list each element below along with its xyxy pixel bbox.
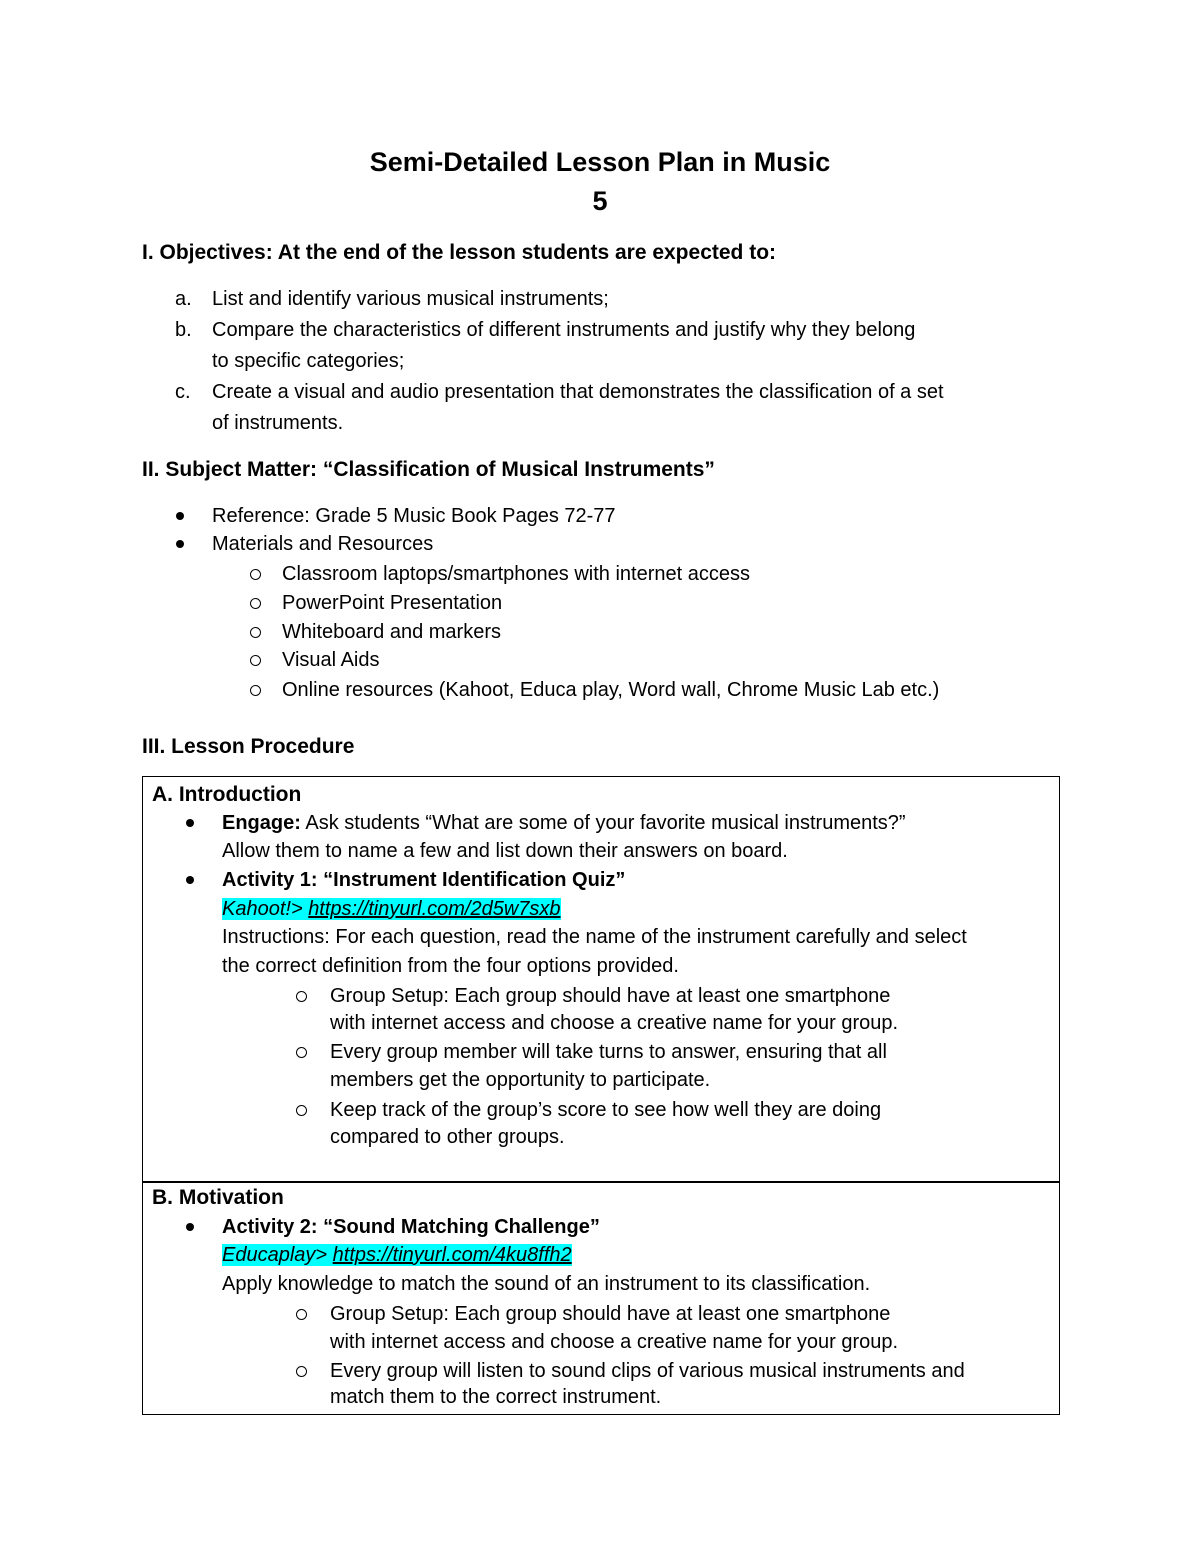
engage-label: Engage: <box>222 812 301 834</box>
motivation-heading: B. Motivation <box>152 1186 284 1209</box>
engage-text: Ask students “What are some of your favorite musical instruments?” <box>300 812 906 834</box>
material-item: Classroom laptops/smartphones with internet access <box>282 563 750 585</box>
bullet-icon <box>186 876 194 884</box>
page-title-grade: 5 <box>592 186 608 216</box>
educaplay-tool: Educaplay> https://tinyurl.com/4ku8ffh2 <box>222 1244 572 1266</box>
motivation-subitem: Group Setup: Each group should have at least one smartphone <box>330 1303 891 1325</box>
procedure-heading: III. Lesson Procedure <box>142 735 355 758</box>
kahoot-line <box>222 895 561 924</box>
introduction-heading: A. Introduction <box>152 783 302 806</box>
circle-bullet-icon <box>296 1366 307 1377</box>
circle-bullet-icon <box>296 1047 307 1058</box>
objective-marker: c. <box>175 381 191 403</box>
circle-bullet-icon <box>296 1309 307 1320</box>
circle-bullet-icon <box>250 685 261 696</box>
bullet-icon <box>176 512 184 520</box>
apply-line: Apply knowledge to match the sound of an instrument to its classification. <box>222 1273 871 1295</box>
page-title: Semi-Detailed Lesson Plan in Music <box>369 147 831 177</box>
material-item: Whiteboard and markers <box>282 621 501 643</box>
educaplay-line <box>222 1241 572 1270</box>
intro-subitem-cont: with internet access and choose a creative name for your group. <box>330 1012 899 1034</box>
circle-bullet-icon <box>250 627 261 638</box>
circle-bullet-icon <box>296 991 307 1002</box>
objective-item-cont: of instruments. <box>212 412 344 434</box>
circle-bullet-icon <box>250 655 261 666</box>
instructions-line-cont: the correct definition from the four options provided. <box>222 955 679 977</box>
objective-item: List and identify various musical instruments; <box>212 288 609 310</box>
circle-bullet-icon <box>250 598 261 609</box>
material-item: Online resources (Kahoot, Educa play, Word wall, Chrome Music Lab etc.) <box>282 679 940 701</box>
intro-subitem: Group Setup: Each group should have at least one smartphone <box>330 985 891 1007</box>
instructions-line: Instructions: For each question, read the name of the instrument carefully and select <box>222 926 967 948</box>
activity1-label: Activity 1: “Instrument Identification Quiz” <box>222 869 626 891</box>
objective-item-cont: to specific categories; <box>212 350 405 372</box>
engage-text-cont: Allow them to name a few and list down their answers on board. <box>222 840 788 862</box>
bullet-icon <box>186 819 194 827</box>
intro-subitem: Keep track of the group’s score to see how well they are doing <box>330 1099 882 1121</box>
objective-marker: b. <box>175 319 192 341</box>
motivation-subitem: Every group will listen to sound clips of various musical instruments and <box>330 1360 965 1382</box>
intro-subitem-cont: members get the opportunity to participate. <box>330 1069 711 1091</box>
bullet-icon <box>186 1223 194 1231</box>
materials-label: Materials and Resources <box>212 533 434 555</box>
motivation-subitem-cont: match them to the correct instrument. <box>330 1386 662 1408</box>
intro-subitem: Every group member will take turns to answer, ensuring that all <box>330 1041 887 1063</box>
activity2-label: Activity 2: “Sound Matching Challenge” <box>222 1216 600 1238</box>
kahoot-tool: Kahoot!> https://tinyurl.com/2d5w7sxb <box>222 898 561 920</box>
circle-bullet-icon <box>250 569 261 580</box>
material-item: PowerPoint Presentation <box>282 592 503 614</box>
objective-marker: a. <box>175 288 192 310</box>
motivation-subitem-cont: with internet access and choose a creative name for your group. <box>330 1331 899 1353</box>
kahoot-link[interactable]: https://tinyurl.com/2d5w7sxb <box>308 898 561 920</box>
educaplay-link[interactable]: https://tinyurl.com/4ku8ffh2 <box>332 1244 572 1266</box>
material-item: Visual Aids <box>282 649 380 671</box>
circle-bullet-icon <box>296 1105 307 1116</box>
subject-heading: II. Subject Matter: “Classification of Musical Instruments” <box>142 458 715 481</box>
objectives-heading: I. Objectives: At the end of the lesson students are expected to: <box>142 241 777 264</box>
reference-item: Reference: Grade 5 Music Book Pages 72-77 <box>212 505 616 527</box>
objective-item: Create a visual and audio presentation that demonstrates the classification of a set <box>212 381 944 403</box>
objective-item: Compare the characteristics of different instruments and justify why they belong <box>212 319 916 341</box>
engage-line <box>222 809 906 838</box>
bullet-icon <box>176 540 184 548</box>
intro-subitem-cont: compared to other groups. <box>330 1126 565 1148</box>
